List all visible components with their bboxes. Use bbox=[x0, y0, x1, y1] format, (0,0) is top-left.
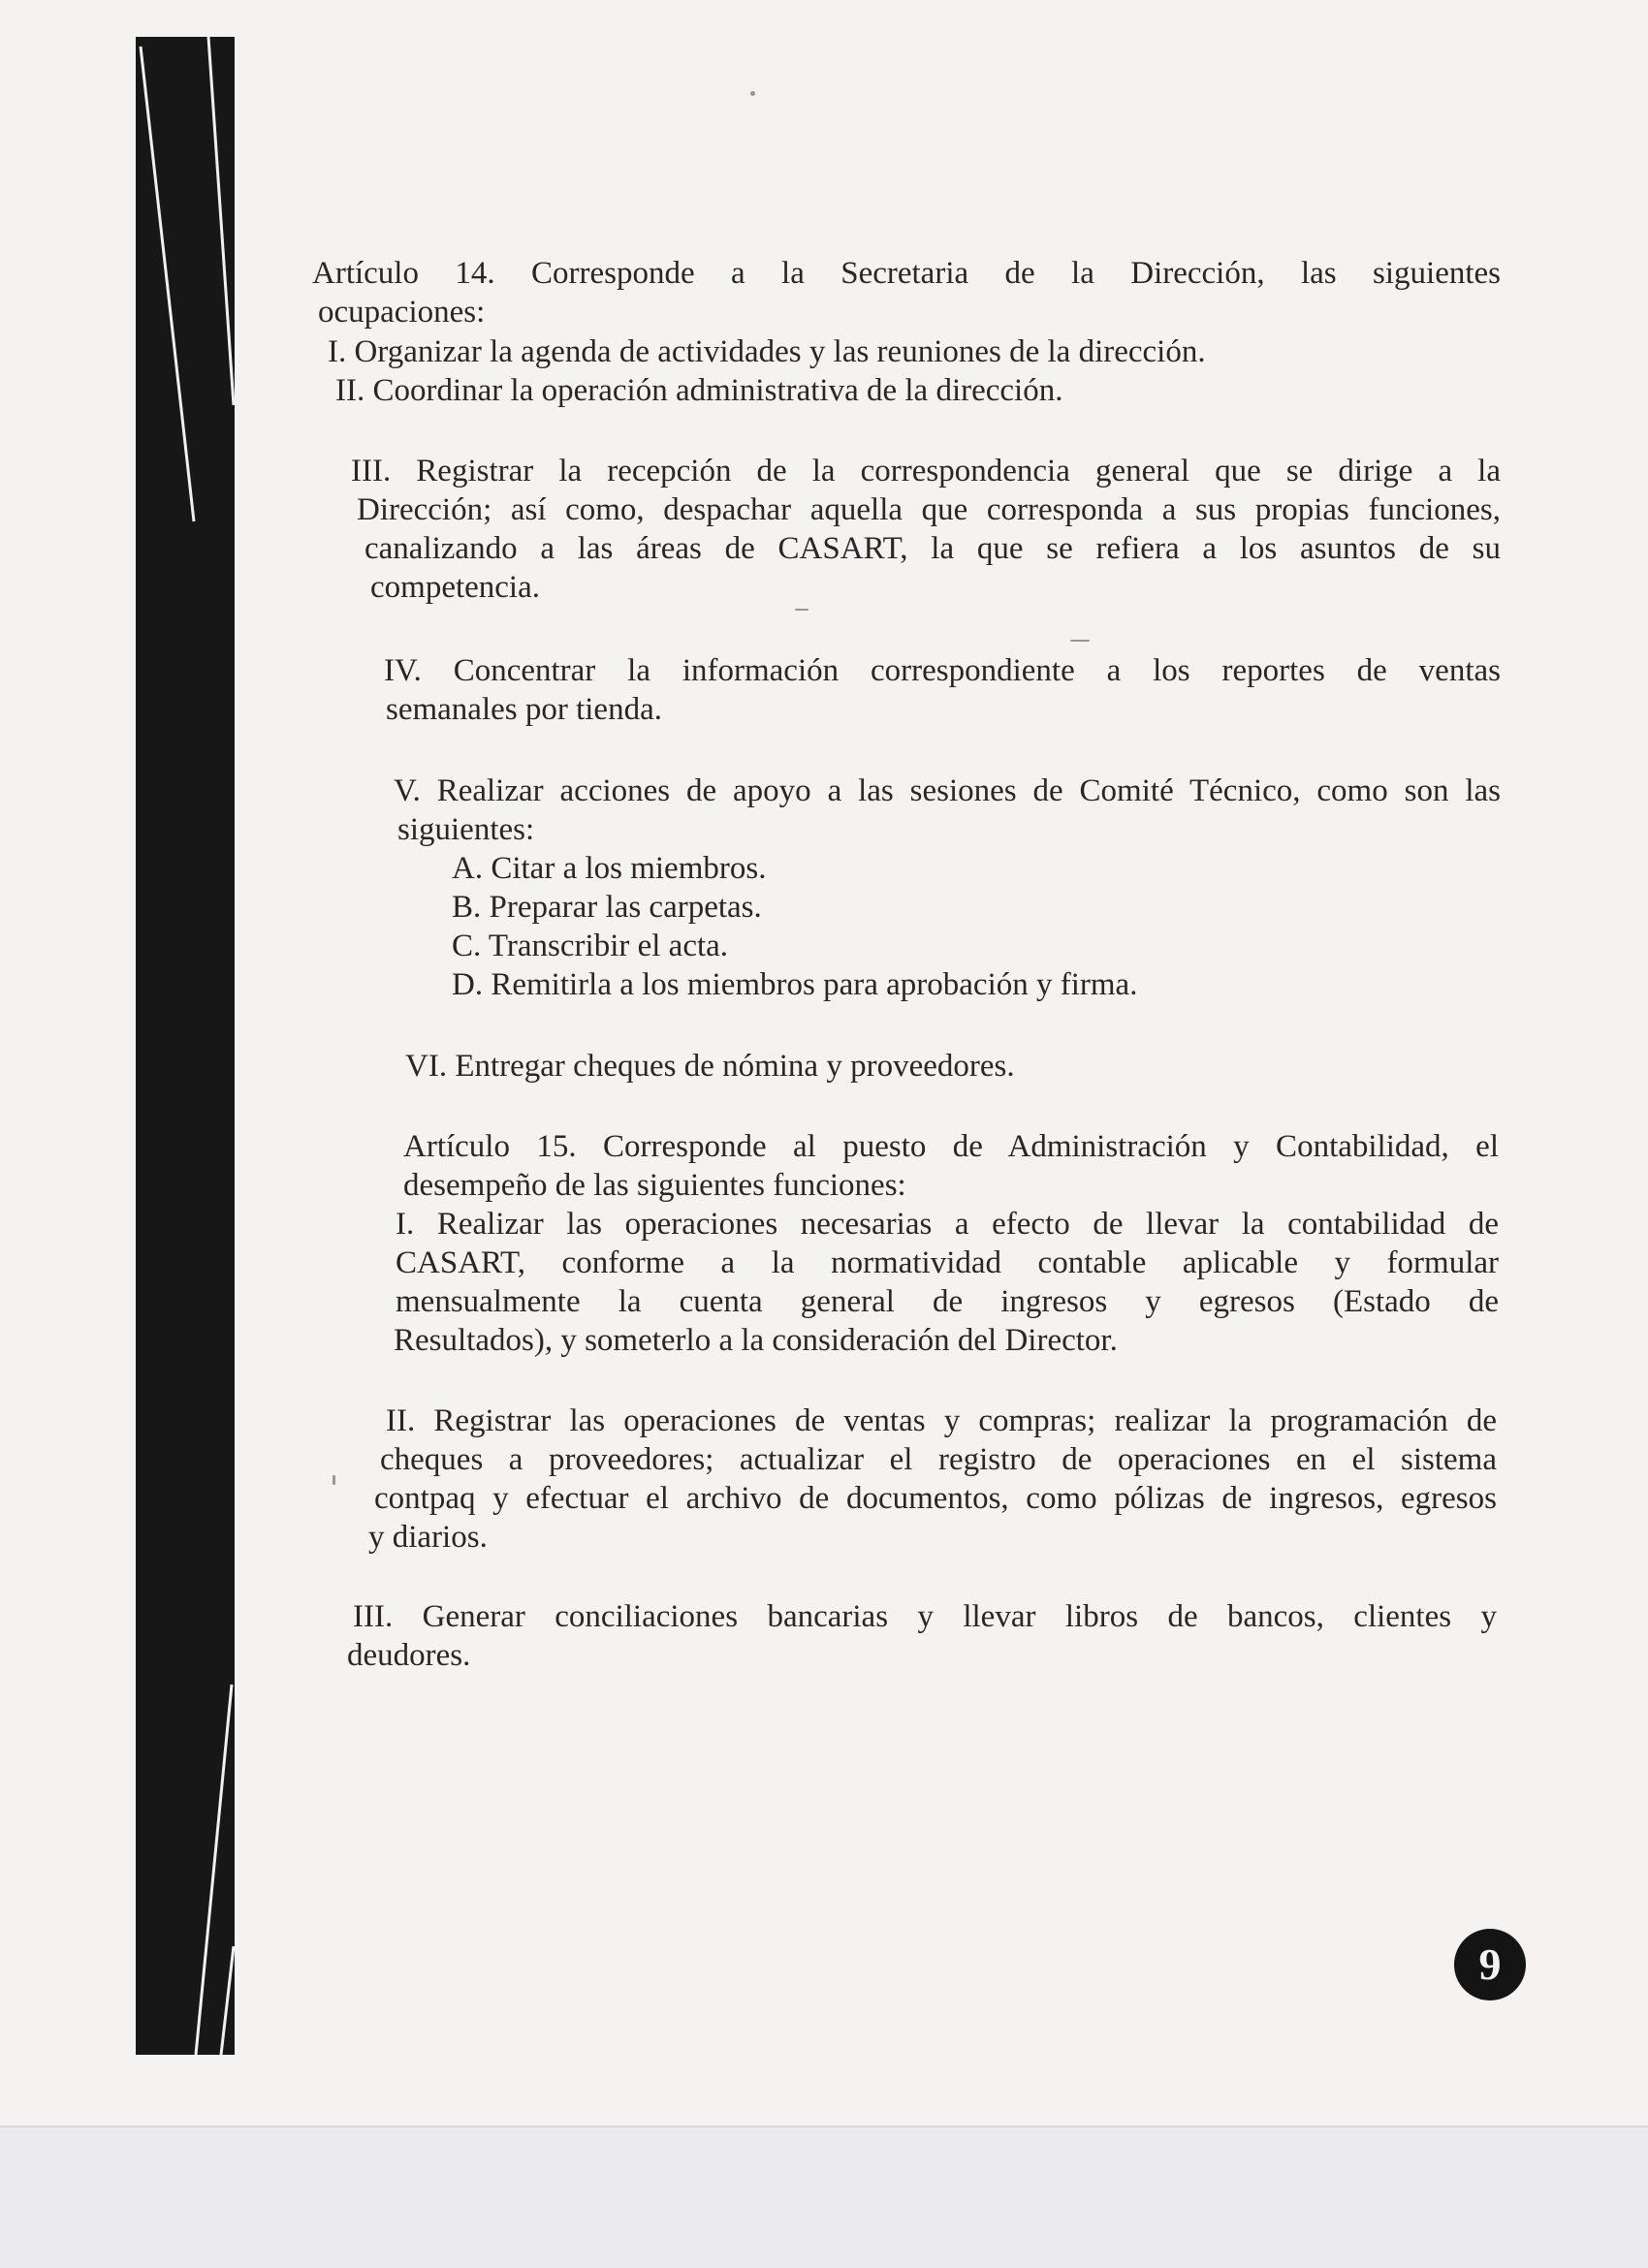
scan-speck bbox=[333, 1475, 335, 1485]
text-line: III. Registrar la recepción de la correspondencia general que se dirige a la bbox=[351, 454, 1501, 488]
text-line: cheques a proveedores; actualizar el registro de operaciones en el sistema bbox=[380, 1442, 1497, 1477]
text-line: VI. Entregar cheques de nómina y proveedores. bbox=[405, 1049, 1015, 1084]
text-line: competencia. bbox=[370, 570, 540, 605]
text-line: deudores. bbox=[347, 1638, 471, 1673]
article-14-item-ii bbox=[335, 371, 1499, 410]
text-line: siguientes: bbox=[397, 812, 535, 847]
text-line: desempeño de las siguientes funciones: bbox=[403, 1168, 906, 1203]
article-14-item-iv bbox=[384, 651, 1501, 729]
text-line: III. Generar conciliaciones bancarias y llevar libros de bancos, clientes y bbox=[353, 1599, 1497, 1634]
text-line: y diarios. bbox=[368, 1520, 488, 1555]
article-14-item-v bbox=[394, 772, 1501, 849]
text-line: Artículo 14. Corresponde a la Secretaria de la Dirección, las siguientes bbox=[312, 256, 1501, 291]
scan-speck bbox=[795, 609, 808, 611]
article-14-heading bbox=[312, 254, 1501, 331]
text-line: mensualmente la cuenta general de ingresos y egresos (Estado de bbox=[396, 1284, 1499, 1319]
decorative-side-bar bbox=[136, 37, 235, 2055]
article-15-item-ii bbox=[368, 1402, 1497, 1557]
text-line: I. Organizar la agenda de actividades y las reuniones de la dirección. bbox=[328, 334, 1206, 369]
article-14-item-vi bbox=[405, 1047, 1499, 1086]
text-line: C. Transcribir el acta. bbox=[452, 929, 729, 963]
text-line: IV. Concentrar la información correspondiente a los reportes de ventas bbox=[384, 653, 1501, 688]
scan-speck bbox=[1070, 640, 1090, 642]
text-line: B. Preparar las carpetas. bbox=[452, 890, 762, 925]
article-15-heading bbox=[403, 1127, 1499, 1205]
text-line: A. Citar a los miembros. bbox=[452, 851, 767, 886]
text-line: contpaq y efectuar el archivo de documentos, como pólizas de ingresos, egresos bbox=[374, 1481, 1497, 1516]
text-line: ocupaciones: bbox=[318, 295, 486, 330]
article-15-item-iii bbox=[347, 1597, 1497, 1675]
text-line: Artículo 15. Corresponde al puesto de Administración y Contabilidad, el bbox=[403, 1129, 1499, 1164]
article-14-item-i bbox=[328, 332, 1501, 371]
text-line: Dirección; así como, despachar aquella que corresponda a sus propias funciones, bbox=[357, 492, 1501, 527]
article-15-item-i bbox=[396, 1205, 1499, 1360]
text-line: CASART, conforme a la normatividad contable aplicable y formular bbox=[396, 1245, 1499, 1280]
text-line: II. Coordinar la operación administrativa de la dirección. bbox=[335, 373, 1063, 408]
text-line: D. Remitirla a los miembros para aprobación y firma. bbox=[452, 967, 1138, 1002]
text-line: canalizando a las áreas de CASART, la que se refiera a los asuntos de su bbox=[364, 531, 1501, 566]
article-14-item-iii bbox=[351, 452, 1501, 607]
article-14-item-v-subitems bbox=[452, 849, 1499, 1004]
scan-margin bbox=[0, 2126, 1648, 2268]
text-line: V. Realizar acciones de apoyo a las sesiones de Comité Técnico, como son las bbox=[394, 773, 1501, 808]
text-line: Resultados), y someterlo a la consideración del Director. bbox=[394, 1323, 1118, 1358]
scan-speck bbox=[750, 91, 755, 96]
page-number-badge: 9 bbox=[1454, 1929, 1526, 2000]
text-line: II. Registrar las operaciones de ventas y compras; realizar la programación de bbox=[386, 1403, 1497, 1438]
text-line: semanales por tienda. bbox=[386, 692, 662, 727]
text-line: I. Realizar las operaciones necesarias a efecto de llevar la contabilidad de bbox=[396, 1207, 1499, 1242]
